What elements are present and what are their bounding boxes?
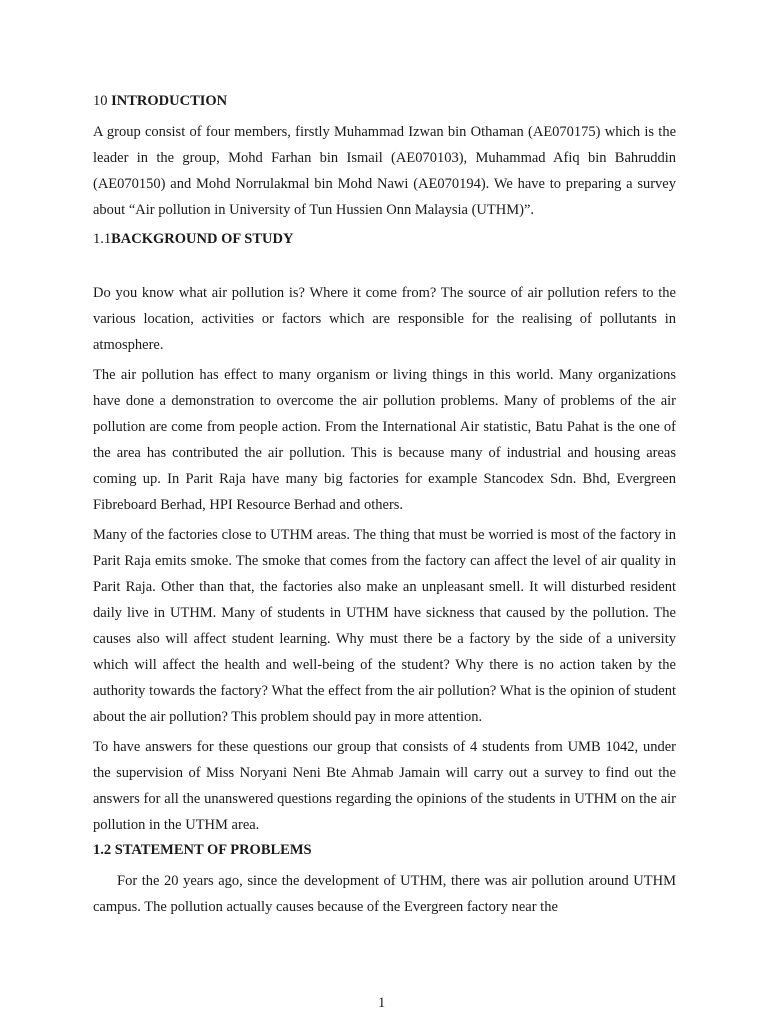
section-heading-background [93, 229, 676, 253]
statement-paragraph: For the 20 years ago, since the development of UTHM, there was air pollution around UTHM campus. The pollution actually causes because of the Evergreen factory near the [93, 873, 676, 915]
background-paragraph-1: Do you know what air pollution is? Where it come from? The source of air pollution refers to the various location, activities or factors which are responsible for the realising of pollutants in atmosphere. [93, 285, 676, 353]
background-paragraph-3: Many of the factories close to UTHM areas. The thing that must be worried is most of the factory in Parit Raja emits smoke. The smoke that comes from the factory can affect the level of air quality in Parit Raja. Other than that, the factories also make an unpleasant smell. It will disturbed resident daily live in UTHM. Many of students in UTHM have sickness that caused by the pollution. The causes also will affect student learning. Why must there be a factory by the side of a university which will affect the health and well-being of the student? Why there is no action taken by the authority towards the factory? What the effect from the air pollution? What is the opinion of student about the air pollution? This problem should pay in more attention. [93, 527, 676, 725]
section-number: 10 [93, 93, 108, 109]
intro-paragraph: A group consist of four members, firstly Muhammad Izwan bin Othaman (AE070175) which is the leader in the group, Mohd Farhan bin Ismail (AE070103), Muhammad Afiq bin Bahruddin (AE070150) and Mohd Norrulakmal bin Mohd Nawi (AE070194). We have to preparing a survey about “Air pollution in University of Tun Hussien Onn Malaysia (UTHM)”. [93, 124, 676, 218]
section-title: INTRODUCTION [111, 93, 228, 109]
section-number: 1.2 [93, 842, 112, 858]
section-number: 1.1 [93, 231, 112, 247]
section-heading-introduction [93, 91, 676, 115]
page-content [93, 89, 676, 920]
page-number: 1 [378, 995, 386, 1011]
section-title: BACKGROUND OF STUDY [111, 231, 294, 247]
background-paragraph-2: The air pollution has effect to many organism or living things in this world. Many organizations have done a demonstration to overcome the air pollution problems. Many of problems of the air pollution are come from people action. From the International Air statistic, Batu Pahat is the one of the area has contributed the air pollution. This is because many of industrial and housing areas coming up. In Parit Raja have many big factories for example Stancodex Sdn. Bhd, Evergreen Fibreboard Berhad, HPI Resource Berhad and others. [93, 367, 676, 513]
section-heading-statement [93, 840, 676, 864]
section-title: STATEMENT OF PROBLEMS [114, 842, 312, 858]
background-paragraph-4: To have answers for these questions our group that consists of 4 students from UMB 1042, under the supervision of Miss Noryani Neni Bte Ahmab Jamain will carry out a survey to find out the answers for all the unanswered questions regarding the opinions of the students in UTHM on the air pollution in the UTHM area. [93, 739, 676, 833]
